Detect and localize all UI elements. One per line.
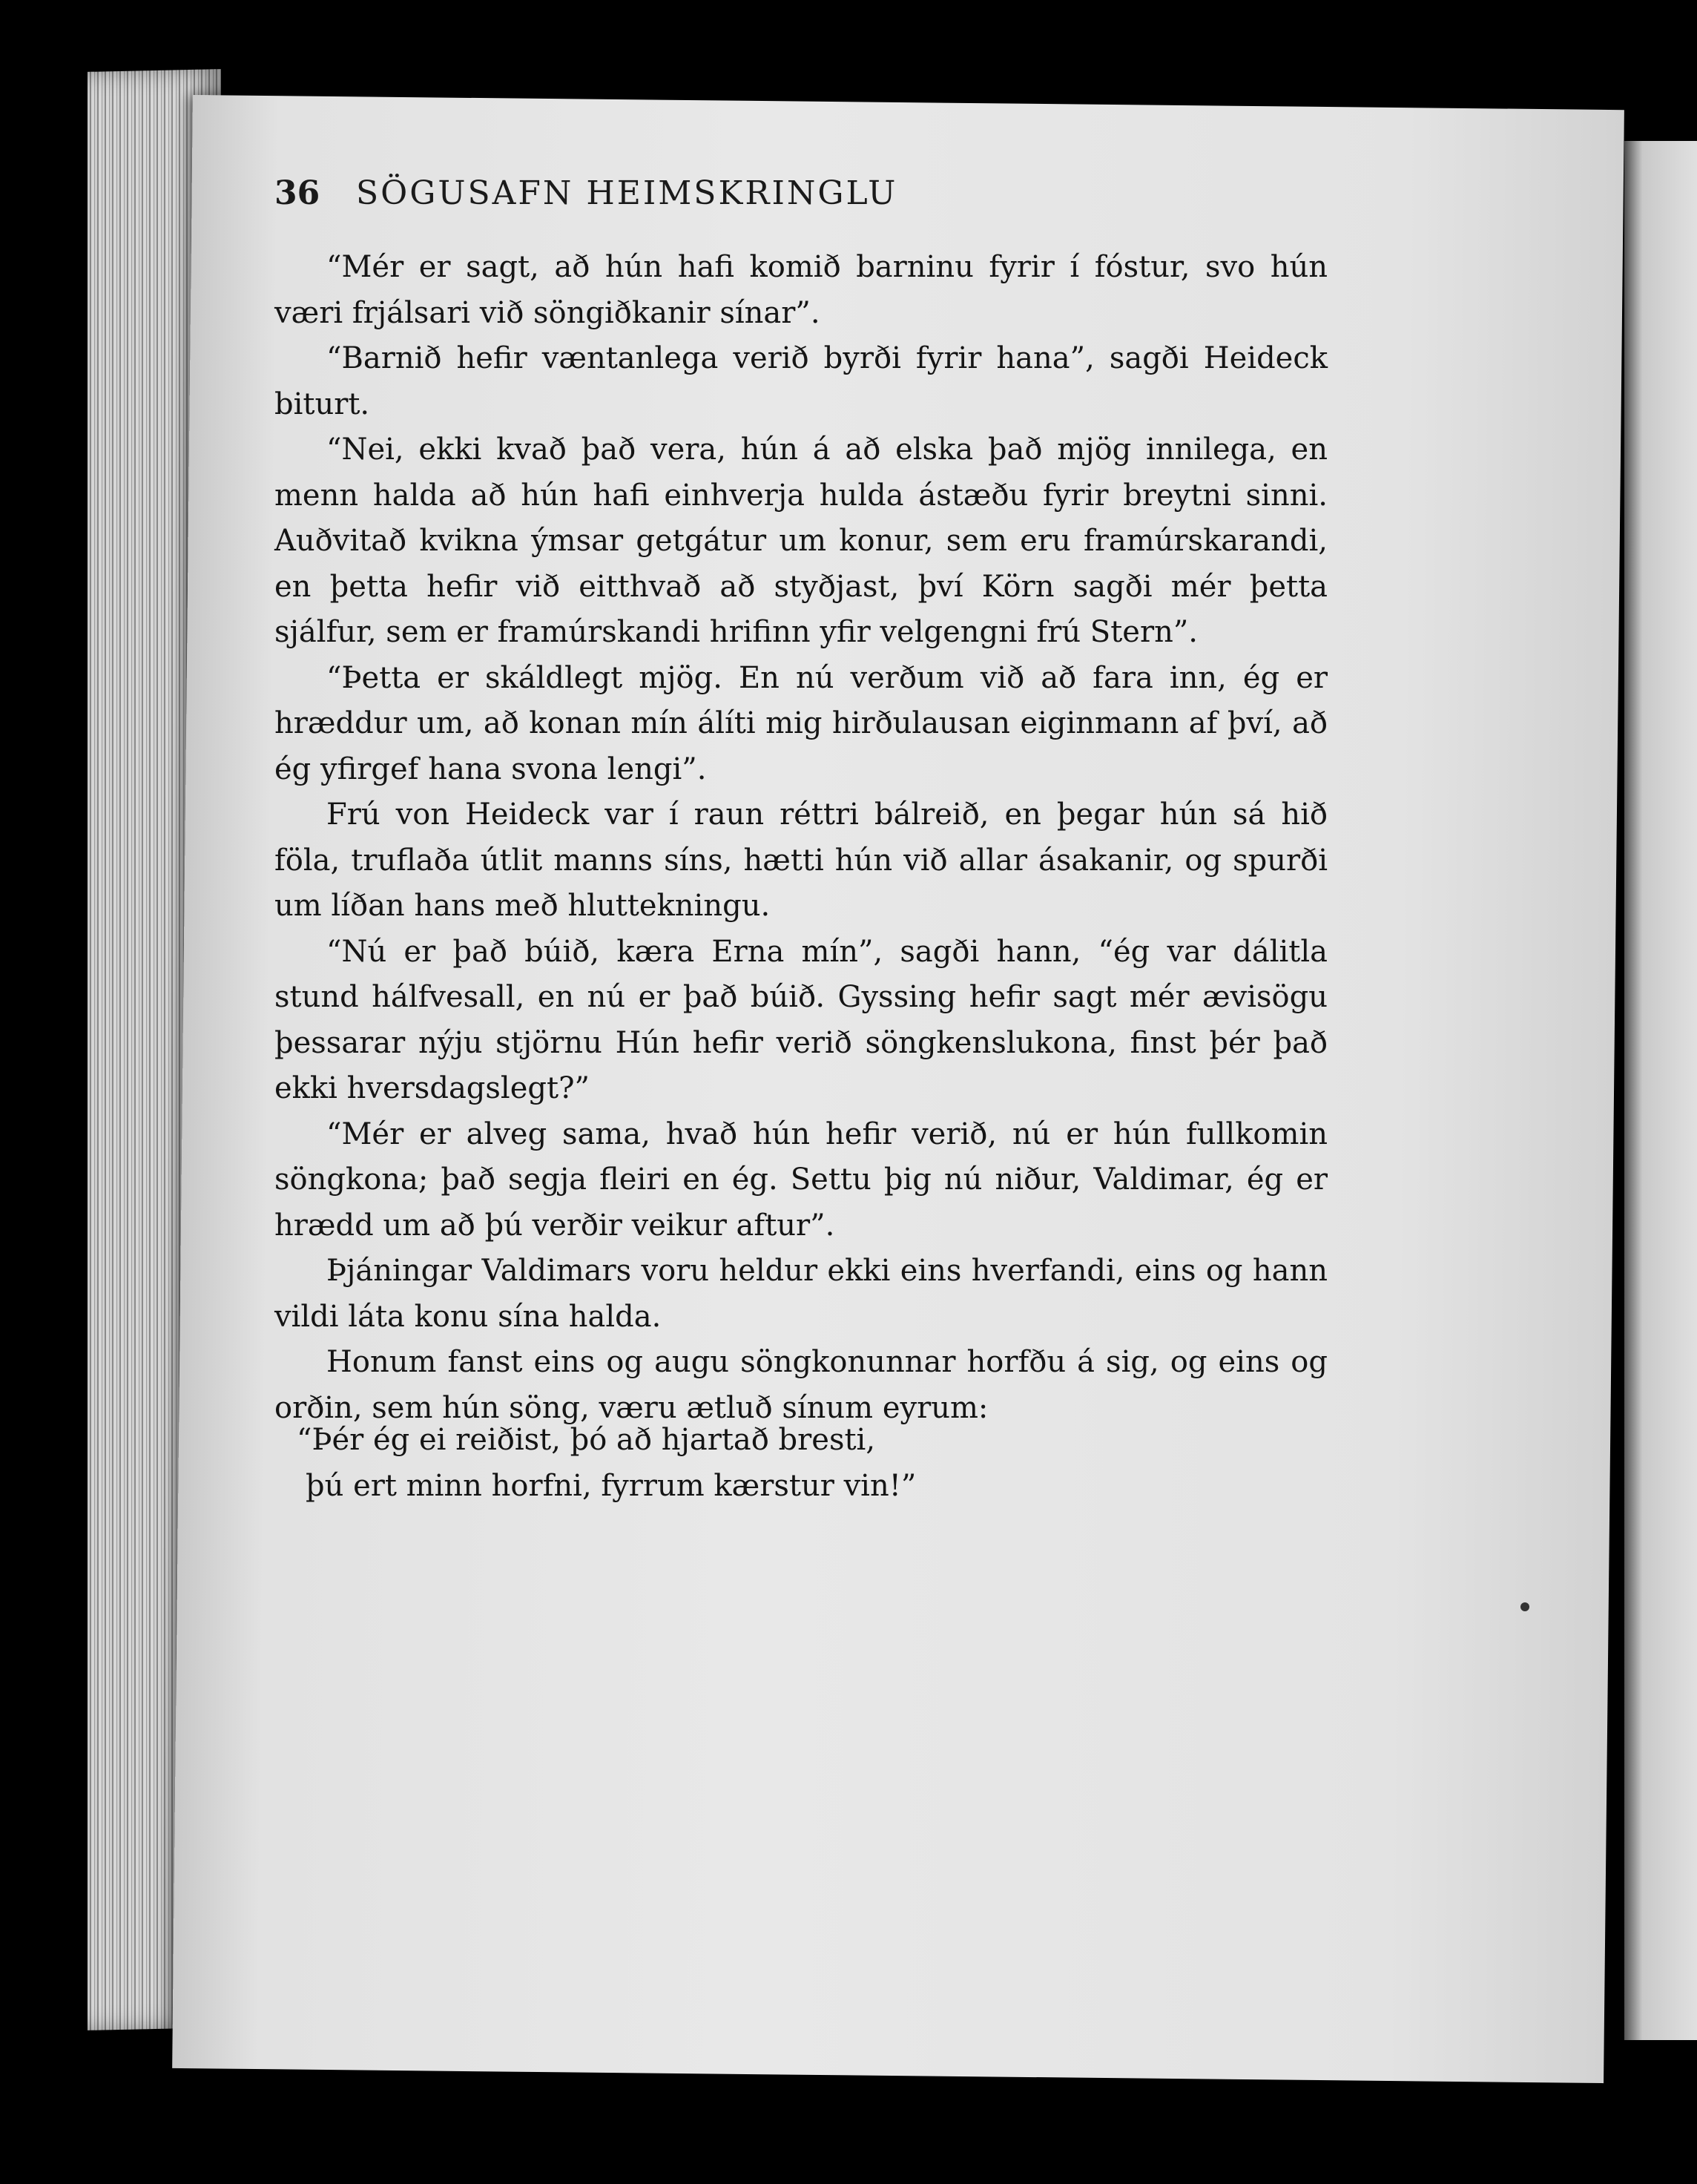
verse-block — [297, 1417, 1335, 1509]
paragraph: “Mér er sagt, að hún hafi komið barninu fyrir í fóstur, svo hún væri frjálsari við söngiðkanir sínar”. — [274, 250, 1328, 330]
paragraph: “Mér er alveg sama, hvað hún hefir verið, nú er hún fullkomin söngkona; það segja fleiri en ég. Settu þig nú niður, Valdimar, ég er hrædd um að þú verðir veikur aftur”. — [274, 1116, 1328, 1243]
body-text — [274, 245, 1328, 1431]
paragraph: “Þetta er skáldlegt mjög. En nú verðum við að fara inn, ég er hræddur um, að konan mín álíti mig hirðulausan eiginmann af því, að ég yfirgef hana svona lengi”. — [274, 660, 1328, 786]
running-head: SÖGUSAFN HEIMSKRINGLU — [356, 174, 898, 212]
paragraph: Frú von Heideck var í raun réttri bálreið, en þegar hún sá hið föla, truflaða útlit manns síns, hætti hún við allar ásakanir, og spurði um líðan hans með hluttekningu. — [274, 797, 1328, 923]
speck — [1520, 1602, 1529, 1611]
page-header — [274, 174, 1328, 212]
paragraph: Þjáningar Valdimars voru heldur ekki eins hverfandi, eins og hann vildi láta konu sína halda. — [274, 1254, 1328, 1334]
paragraph: “Nú er það búið, kæra Erna mín”, sagði hann, “ég var dálitla stund hálfvesall, en nú er það búið. Gyssing hefir sagt mér ævisögu þessarar nýju stjörnu Hún hefir verið söngkenslukona, finst þér það ekki hversdagslegt?” — [274, 934, 1328, 1105]
verse-line: “Þér ég ei reiðist, þó að hjartað bresti, — [297, 1423, 876, 1457]
paragraph: Honum fanst eins og augu söngkonunnar horfðu á sig, og eins og orðin, sem hún söng, væru ætluð sínum eyrum: — [274, 1345, 1328, 1425]
paragraph: “Nei, ekki kvað það vera, hún á að elska það mjög innilega, en menn halda að hún hafi einhverja hulda ástæðu fyrir breytni sinni. Auðvitað kvikna ýmsar getgátur um konur, sem eru framúrskarandi, en þetta hefir við eitthvað að styðjast, því Körn sagði mér þetta sjálfur, sem er framúrskandi hrifinn yfir velgengni frú Stern”. — [274, 432, 1328, 649]
paragraph: “Barnið hefir væntanlega verið byrði fyrir hana”, sagði Heideck biturt. — [274, 341, 1328, 421]
verse-line: þú ert minn horfni, fyrrum kærstur vin!” — [306, 1469, 917, 1503]
page-number: 36 — [274, 174, 320, 212]
facing-page-edge — [1624, 141, 1697, 2040]
